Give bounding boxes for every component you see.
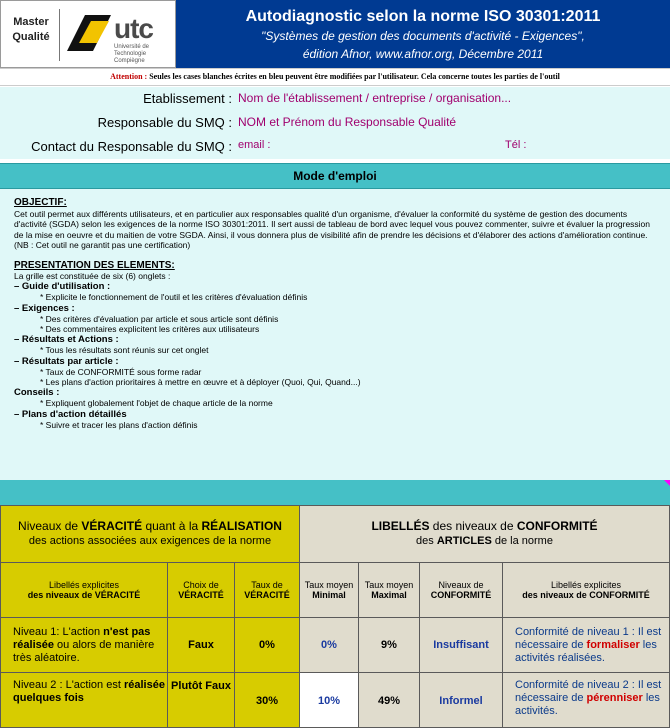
col-header-libelles-veracite xyxy=(0,562,168,618)
group-item: * Explicite le fonctionnement de l'outil et les critères d'évaluation définis xyxy=(40,292,308,303)
attention-text: Seules les cases blanches écrites en bleu peuvent être modifiées par l'utilisateur. Cela concerne toutes les parties de l'outil xyxy=(147,72,560,81)
tab-group xyxy=(14,356,656,388)
subtitle-line-1: "Systèmes de gestion des documents d'activité - Exigences", xyxy=(261,29,585,43)
group-head: – Guide d'utilisation : xyxy=(14,281,111,293)
instructions-panel xyxy=(0,189,670,480)
logo-separator xyxy=(59,9,60,61)
niveau-text xyxy=(13,626,167,665)
group-head: Conseils : xyxy=(14,387,60,399)
logo xyxy=(0,0,176,68)
veracite-header-text: quant à la xyxy=(142,519,202,533)
col-header-text: des niveaux de CONFORMITÉ xyxy=(522,590,650,600)
col-header-text: Minimal xyxy=(312,590,346,600)
tel-input[interactable]: Tél : xyxy=(505,139,527,151)
etablissement-row xyxy=(0,87,670,111)
taux-max-cell: 49% xyxy=(358,672,420,728)
niveau-text-bold: n'est pas réalisée xyxy=(13,625,151,651)
conformite-header-line1 xyxy=(371,519,597,534)
page-title: Autodiagnostic selon la norme ISO 30301:2011 xyxy=(245,8,601,25)
group-item: * Tous les résultats sont réunis sur cet onglet xyxy=(40,345,209,356)
conformite-header-bold: ARTICLES xyxy=(436,535,492,547)
master-qualite-logo: Master Qualité xyxy=(12,16,50,43)
contact-row xyxy=(0,135,670,159)
conformite-text-part: les activités. xyxy=(515,692,660,717)
col-header-niveaux-conformite xyxy=(419,562,503,618)
utc-logo-text: utc xyxy=(114,13,153,44)
conformite-text xyxy=(515,626,669,665)
contact-label: Contact du Responsable du SMQ : xyxy=(31,139,232,154)
col-header-text: VÉRACITÉ xyxy=(244,590,290,600)
taux-min-cell[interactable]: 10% xyxy=(299,672,359,728)
email-input[interactable]: email : xyxy=(238,139,271,151)
conformite-header-bold: LIBELLÉS xyxy=(371,519,430,533)
tab-group xyxy=(14,334,656,355)
mode-emploi-header: Mode d'emploi xyxy=(0,163,670,189)
col-header-text: Taux moyen xyxy=(364,580,414,590)
niveau-text xyxy=(13,679,167,705)
col-header-text: Taux de xyxy=(251,580,283,590)
responsable-input[interactable]: NOM et Prénom du Responsable Qualité xyxy=(238,115,457,129)
table-row-niveau-cell xyxy=(0,617,168,673)
veracite-header-text: Niveaux de xyxy=(18,519,82,533)
group-head: – Plans d'action détaillés xyxy=(14,408,127,420)
separator-band xyxy=(0,480,670,505)
col-header-text: VÉRACITÉ xyxy=(178,590,224,600)
attention-banner xyxy=(0,68,670,86)
libelle-conformite-cell xyxy=(502,617,670,673)
header xyxy=(0,0,670,68)
group-head: – Résultats par article : xyxy=(14,355,119,367)
info-section xyxy=(0,87,670,159)
niveau-text-part: Niveau 1: L'action xyxy=(13,625,104,638)
tab-group xyxy=(14,281,656,302)
responsable-row xyxy=(0,111,670,135)
col-header-text: Libellés explicites xyxy=(550,580,622,590)
tab-group xyxy=(14,303,656,335)
taux-max-cell: 9% xyxy=(358,617,420,673)
niveau-text-part: Niveau 2 : L'action est xyxy=(13,679,124,691)
col-header-text: Niveaux de xyxy=(438,580,484,590)
taux-veracite-cell: 30% xyxy=(234,672,300,728)
niveau-text-bold: réalisée quelques fois xyxy=(13,679,165,704)
responsable-label: Responsable du SMQ : xyxy=(97,115,232,130)
attention-label: Attention : xyxy=(110,72,148,81)
conformite-text-part: Conformité de niveau 2 : Il est nécessaire de xyxy=(515,679,662,704)
col-header-taux-min xyxy=(299,562,359,618)
col-header-taux-max xyxy=(358,562,420,618)
veracite-header-bold: RÉALISATION xyxy=(201,519,282,533)
libelle-conformite-cell xyxy=(502,672,670,728)
group-item: * Les plans d'action prioritaires à mettre en œuvre et à déployer (Quoi, Qui, Quand...) xyxy=(40,376,361,387)
niveau-conformite-cell: Informel xyxy=(419,672,503,728)
col-header-choix xyxy=(167,562,235,618)
choix-veracite-cell: Plutôt Faux xyxy=(167,672,235,728)
conformite-text-part: Conformité de niveau 1 : Il est nécessaire de xyxy=(515,625,662,651)
tab-group xyxy=(14,409,656,430)
col-header-text: Choix de xyxy=(183,580,219,590)
group-head: – Exigences : xyxy=(14,302,75,314)
group-item: * Des commentaires explicitent les critères aux utilisateurs xyxy=(40,324,260,335)
col-header-libelles-conformite xyxy=(502,562,670,618)
conformite-header xyxy=(299,505,670,563)
utc-logo-subtitle: Université de Technologie Compiègne xyxy=(114,44,150,64)
table-row-niveau-cell xyxy=(0,672,168,728)
levels-table xyxy=(0,505,670,717)
etablissement-label: Etablissement : xyxy=(143,91,232,106)
col-header-text: Libellés explicites xyxy=(48,580,120,590)
conformite-text-red: pérenniser xyxy=(586,692,643,704)
col-header-text: Maximal xyxy=(371,590,407,600)
group-head: – Résultats et Actions : xyxy=(14,334,119,346)
tab-group xyxy=(14,387,656,408)
presentation-intro: La grille est constituée de six (6) onglets : xyxy=(14,271,171,282)
title-banner xyxy=(176,0,670,68)
col-header-text: des niveaux de VÉRACITÉ xyxy=(27,590,141,600)
etablissement-input[interactable]: Nom de l'établissement / entreprise / organisation... xyxy=(238,91,512,105)
group-item: * Suivre et tracer les plans d'action définis xyxy=(40,419,198,430)
conformite-header-text: des xyxy=(416,535,437,547)
choix-veracite-cell: Faux xyxy=(167,617,235,673)
conformite-text xyxy=(515,679,669,718)
group-item: * Taux de CONFORMITÉ sous forme radar xyxy=(40,366,202,377)
veracite-header-bold: VÉRACITÉ xyxy=(81,519,143,533)
col-header-text: CONFORMITÉ xyxy=(430,590,492,600)
conformite-header-line2 xyxy=(416,534,553,549)
presentation-title: PRESENTATION DES ELEMENTS: xyxy=(14,260,175,272)
objectif-nb: (NB : Cet outil ne garantit pas une certification) xyxy=(14,239,191,250)
group-item: * Des critères d'évaluation par article et sous article sont définis xyxy=(40,313,279,324)
col-header-text: Taux moyen xyxy=(304,580,354,590)
group-item: * Expliquent globalement l'objet de chaque article de la norme xyxy=(40,398,273,409)
veracite-header-line2: des actions associées aux exigences de la norme xyxy=(28,535,272,547)
col-header-taux-veracite xyxy=(234,562,300,618)
conformite-text-red: formaliser xyxy=(586,638,640,651)
taux-veracite-cell: 0% xyxy=(234,617,300,673)
veracite-header-line1 xyxy=(18,519,282,534)
subtitle-line-2: édition Afnor, www.afnor.org, Décembre 2011 xyxy=(302,47,544,61)
conformite-header-bold: CONFORMITÉ xyxy=(516,519,598,533)
objectif-title: OBJECTIF: xyxy=(14,197,67,208)
conformite-header-text: des niveaux de xyxy=(429,519,517,533)
veracite-header xyxy=(0,505,300,563)
utc-logo-icon xyxy=(65,13,113,53)
niveau-conformite-cell: Insuffisant xyxy=(419,617,503,673)
conformite-text-part: les activités réalisées. xyxy=(515,638,657,664)
taux-min-cell: 0% xyxy=(299,617,359,673)
conformite-header-text: de la norme xyxy=(491,535,553,547)
niveau-text-part: ou alors de manière très aléatoire. xyxy=(13,638,155,664)
objectif-text: Cet outil permet aux différents utilisateurs, et en particulier aux responsables qualité d'un organisme, d'évaluer la conformité du système de gestion des documents d'activité (SGDA) selon les exigences de la norme ISO 30301:2011. Il sert aussi de tableau de bord avec lequel vous pouvez commenter, suivre et évaluer la progression de la mise en oeuvre et du maitien de votre SGDA. Ainsi, il vous donnera plus de visibilité afin de prendre les décisions et d'élaborer des actions d'amélioration continue. xyxy=(14,209,651,240)
cell-comment-marker[interactable] xyxy=(664,480,670,486)
